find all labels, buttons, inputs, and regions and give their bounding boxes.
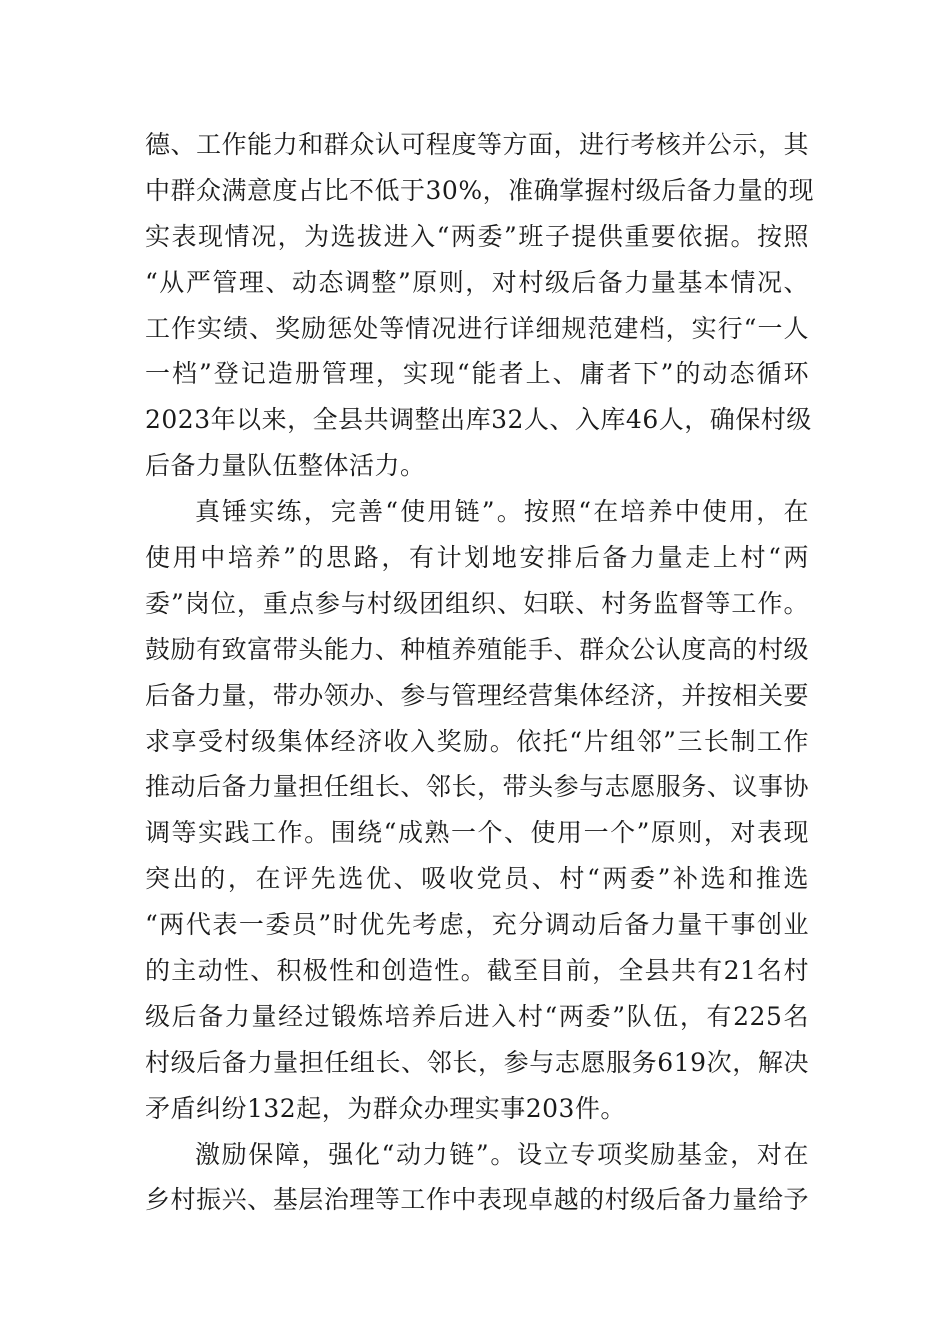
- text-line: 德、工作能力和群众认可程度等方面，进行考核并公示，其: [145, 130, 809, 159]
- text-line: 后备力量队伍整体活力。: [145, 451, 426, 481]
- text-line: 中群众满意度占比不低于30%，准确掌握村级后备力量的现: [145, 175, 815, 205]
- paragraph-heading-line: 激励保障，强化“动力链”。设立专项奖励基金，对在: [195, 1139, 809, 1169]
- text-line: 乡村振兴、基层治理等工作中表现卓越的村级后备力量给予: [145, 1185, 809, 1215]
- text-line: 求享受村级集体经济收入奖励。依托“片组邻”三长制工作: [145, 726, 809, 756]
- text-line: 矛盾纠纷132起，为群众办理实事203件。: [145, 1093, 626, 1123]
- text-line: 村级后备力量担任组长、邻长，参与志愿服务619次，解决: [145, 1047, 809, 1077]
- text-line: 鼓励有致富带头能力、种植养殖能手、群众公认度高的村级: [145, 634, 809, 664]
- text-line: 级后备力量经过锻炼培养后进入村“两委”队伍，有225名: [145, 1001, 809, 1031]
- text-line: 后备力量，带办领办、参与管理经营集体经济，并按相关要: [145, 680, 809, 710]
- text-line: 实表现情况，为选拔进入“两委”班子提供重要依据。按照: [145, 221, 809, 251]
- text-line: 使用中培养”的思路，有计划地安排后备力量走上村“两: [145, 543, 809, 573]
- text-line: 委”岗位，重点参与村级团组织、妇联、村务监督等工作。: [145, 588, 809, 618]
- text-line: 突出的，在评先选优、吸收党员、村“两委”补选和推选: [145, 864, 809, 894]
- text-line: 调等实践工作。围绕“成熟一个、使用一个”原则，对表现: [145, 818, 809, 848]
- text-line: “从严管理、动态调整”原则，对村级后备力量基本情况、: [145, 267, 809, 297]
- text-line: 工作实绩、奖励惩处等情况进行详细规范建档，实行“一人: [145, 313, 809, 343]
- text-line: 推动后备力量担任组长、邻长，带头参与志愿服务、议事协: [145, 772, 809, 802]
- text-line: “两代表一委员”时优先考虑，充分调动后备力量干事创业: [145, 910, 809, 940]
- paragraph-heading-line: 真锤实练，完善“使用链”。按照“在培养中使用，在: [195, 497, 809, 527]
- text-line: 一档”登记造册管理，实现“能者上、庸者下”的动态循环: [145, 359, 809, 389]
- document-body: [145, 122, 815, 1223]
- text-line: 的主动性、积极性和创造性。截至目前，全县共有21名村: [145, 956, 809, 986]
- text-line: 2023年以来，全县共调整出库32人、入库46人，确保村级: [145, 405, 812, 435]
